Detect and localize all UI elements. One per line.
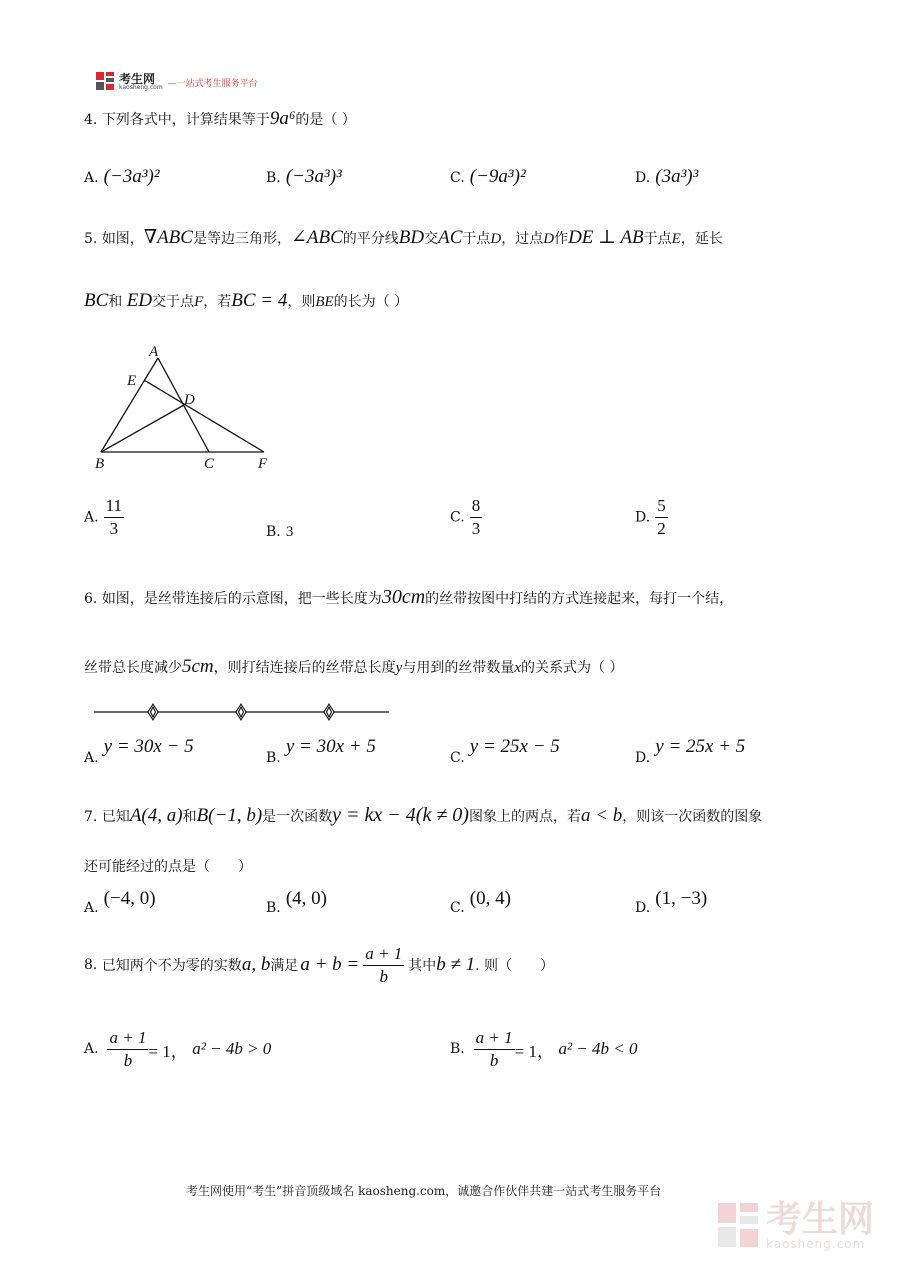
label-a: A xyxy=(149,344,159,360)
watermark-domain: kaosheng.com xyxy=(766,1237,866,1251)
label-e: E xyxy=(127,373,137,389)
q5-option-d: D. $\frac{5}{2}$ xyxy=(635,496,666,538)
q8-option-b: B. $\frac{a + 1}{b}$ = 1， a² − 4b < 0 xyxy=(450,1028,638,1070)
knot-1 xyxy=(148,704,158,720)
q4-option-d: D. (3a³)³ xyxy=(635,166,699,187)
q5-option-a: A. $\frac{11}{3}$ xyxy=(84,496,123,538)
q8-stem: 8. 已知两个不为零的实数 a, b 满足 a + b = $\frac{a + 1}{b}$ 其中 b ≠ 1 . 则（ ） xyxy=(84,944,555,986)
knot-2 xyxy=(236,704,246,720)
watermark-logo xyxy=(718,1199,875,1251)
logo-icon xyxy=(96,72,116,92)
q7-option-d: D. (1, −3) xyxy=(635,888,708,916)
q4-option-c: C. (−9a³)² xyxy=(450,166,526,187)
q4-option-a: A. (−3a³)² xyxy=(84,166,160,187)
q5-line2: BC和 ED交于点F，若BC = 4，则BE的长为（ ） xyxy=(84,290,409,311)
label-d: D xyxy=(184,392,195,408)
q6-option-a: A. y = 30x − 5 xyxy=(84,736,194,766)
q6-ribbon-figure xyxy=(94,700,394,724)
line-ef xyxy=(144,380,264,452)
line-bd xyxy=(101,405,184,452)
q8-option-a: A. $\frac{a + 1}{b}$ = 1， a² − 4b > 0 xyxy=(84,1028,272,1070)
watermark-icon xyxy=(718,1203,760,1249)
watermark-name: 考生网 xyxy=(766,1199,875,1240)
logo-domain: kaosheng.com xyxy=(119,84,163,91)
q6-option-d: D. y = 25x + 5 xyxy=(635,736,746,766)
q7-line2: 还可能经过的点是（ ） xyxy=(84,859,252,875)
q5-line1: 5. 如图，∇ABC是等边三角形，∠ABC的平分线BD交AC于点D，过点D作DE ⊥ AB于点E，延长 xyxy=(84,227,723,248)
footer-text: 考生网使用“考生”拼音顶级域名 kaosheng.com，诚邀合作伙伴共建一站式考生服务平台 xyxy=(186,1184,662,1198)
q5-option-b: B. 3 xyxy=(266,524,294,540)
q6-line2: 丝带总长度减少5cm，则打结连接后的丝带总长度y与用到的丝带数量x的关系式为（ ） xyxy=(84,656,624,677)
header-logo xyxy=(96,72,258,92)
q7-option-a: A. (−4, 0) xyxy=(84,888,156,916)
logo-slogan: —一站式考生服务平台 xyxy=(167,78,258,89)
q5-triangle-figure xyxy=(90,340,280,476)
q5-option-c: C. $\frac{8}{3}$ xyxy=(450,496,481,538)
q7-line1: 7. 已知A(4, a)和B(−1, b)是一次函数y = kx − 4(k ≠ 0)图象上的两点，若a < b，则该一次函数的图象 xyxy=(84,804,763,826)
label-f: F xyxy=(258,456,268,472)
q7-option-c: C. (0, 4) xyxy=(450,888,511,916)
label-b: B xyxy=(95,456,105,472)
q6-line1: 6. 如图，是丝带连接后的示意图，把一些长度为30cm的丝带按图中打结的方式连接起来，每打一个结， xyxy=(84,586,734,608)
q4-option-b: B. (−3a³)³ xyxy=(266,166,342,187)
q7-option-b: B. (4, 0) xyxy=(266,888,327,916)
q4-stem: 4. 下列各式中，计算结果等于9a⁶的是（ ） xyxy=(84,108,356,129)
q6-option-c: C. y = 25x − 5 xyxy=(450,736,560,766)
q6-option-b: B. y = 30x + 5 xyxy=(266,736,376,766)
knot-3 xyxy=(324,704,334,720)
label-c: C xyxy=(204,456,215,472)
logo-name: 考生网 xyxy=(119,72,156,86)
